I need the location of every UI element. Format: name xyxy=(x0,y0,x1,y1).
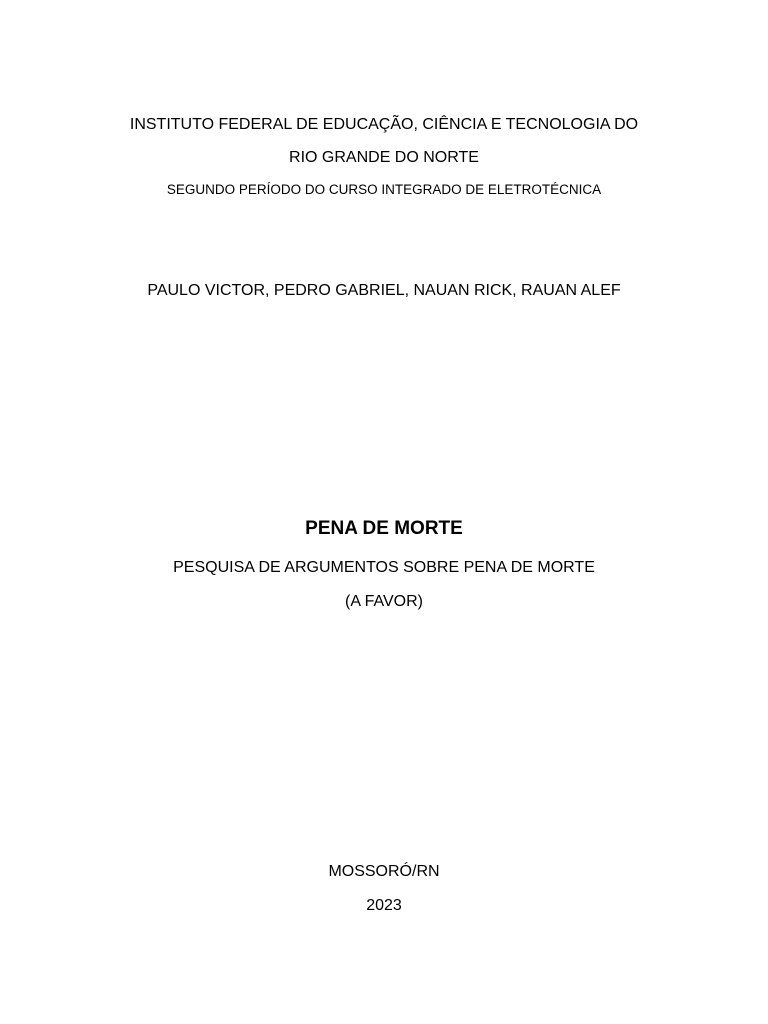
publication-year: 2023 xyxy=(366,897,402,914)
city-location: MOSSORÓ/RN xyxy=(328,863,440,880)
document-title: PENA DE MORTE xyxy=(305,518,463,539)
institution-name-line-1: INSTITUTO FEDERAL DE EDUCAÇÃO, CIÊNCIA E TECNOLOGIA DO xyxy=(129,116,639,133)
course-period: SEGUNDO PERÍODO DO CURSO INTEGRADO DE ELETROTÉCNICA xyxy=(166,182,602,197)
authors: PAULO VICTOR, PEDRO GABRIEL, NAUAN RICK, RAUAN ALEF xyxy=(147,282,621,299)
document-subtitle: PESQUISA DE ARGUMENTOS SOBRE PENA DE MORTE xyxy=(173,559,595,576)
institution-name-line-2: RIO GRANDE DO NORTE xyxy=(289,149,479,166)
stance-label: (A FAVOR) xyxy=(345,593,423,610)
